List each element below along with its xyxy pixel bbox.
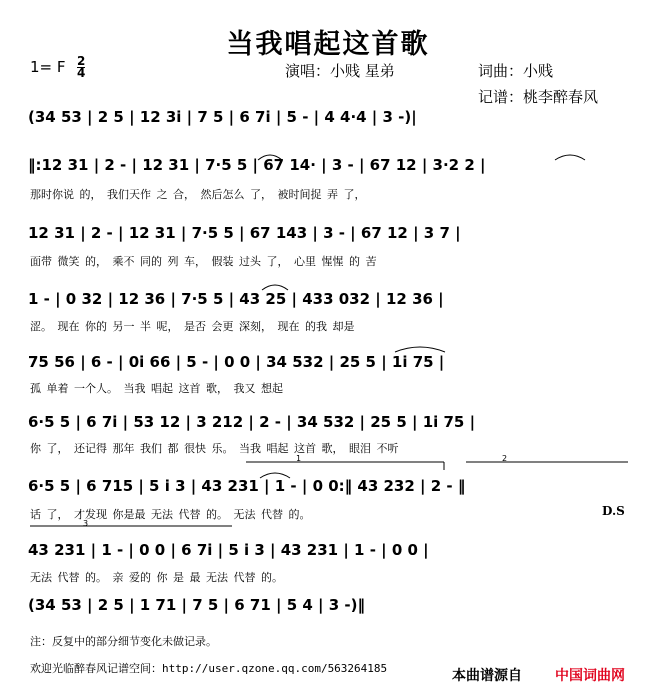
slur-row-5 bbox=[395, 347, 445, 352]
slur-row-2b bbox=[555, 155, 585, 160]
score-row-3-notes: 12 31 | 2 - | 12 31 | 7·5 5 | 67 143 | 3 - | 67 12 | 3 7 | bbox=[28, 224, 461, 242]
footer-blog-link[interactable]: 欢迎光临醉春风记谱空间：http://user.qzone.qq.com/563264185 bbox=[30, 662, 388, 675]
volta-2-label: 2 bbox=[502, 454, 508, 463]
score-row-7-lyrics: 话 了， 才发现 你是最 无法 代替 的。 无法 代替 的。 bbox=[30, 508, 311, 521]
score-row-7-notes: 6·5 5 | 6 715 | 5 i 3 | 43 231 | 1 - | 0 0:‖ 43 232 | 2 - ‖ bbox=[28, 477, 466, 495]
key-signature: 1= F bbox=[30, 58, 66, 76]
singer-credit: 演唱：小贱 星弟 bbox=[285, 62, 395, 80]
volta-3-label: 3 bbox=[83, 519, 89, 528]
footnote: 注：反复中的部分细节变化未做记录。 bbox=[30, 635, 217, 648]
ds-mark: D.S bbox=[602, 504, 625, 518]
score-row-8-lyrics: 无法 代替 的。 亲 爱的 你 是 最 无法 代替 的。 bbox=[30, 571, 283, 584]
score-row-5-lyrics: 孤 单着 一个人。 当我 唱起 这首 歌， 我又 想起 bbox=[30, 382, 283, 395]
volta-1-label: 1 bbox=[296, 454, 302, 463]
score-row-1-notes: (34 53 | 2 5 | 12 3i | 7 5 | 6 7i | 5 - | 4 4·4 | 3 -)| bbox=[28, 108, 417, 126]
score-row-6-notes: 6·5 5 | 6 7i | 53 12 | 3 212 | 2 - | 34 532 | 25 5 | 1i 75 | bbox=[28, 413, 476, 431]
song-title: 当我唱起这首歌 bbox=[226, 29, 430, 60]
transcriber-credit: 记谱：桃李醉春风 bbox=[478, 88, 599, 106]
time-sig-bottom: 4 bbox=[77, 66, 86, 80]
score-row-2-lyrics: 那时你说 的， 我们天作 之 合， 然后怎么 了， 被时间捉 弄 了， bbox=[30, 188, 366, 201]
score-row-4-lyrics: 涩。 现在 你的 另一 半 呢， 是否 会更 深刻， 现在 的我 却是 bbox=[30, 320, 355, 333]
score-row-4-notes: 1 - | 0 32 | 12 36 | 7·5 5 | 43 25 | 433 032 | 12 36 | bbox=[28, 290, 444, 308]
score-row-5-notes: 75 56 | 6 - | 0i 66 | 5 - | 0 0 | 34 532 | 25 5 | 1i 75 | bbox=[28, 353, 445, 371]
footer-source-label: 本曲谱源自 bbox=[452, 668, 522, 684]
score-row-8-notes: 43 231 | 1 - | 0 0 | 6 7i | 5 i 3 | 43 231 | 1 - | 0 0 | bbox=[28, 541, 429, 559]
score-row-6-lyrics: 你 了， 还记得 那年 我们 都 很快 乐。 当我 唱起 这首 歌， 眼泪 不听 bbox=[30, 442, 399, 455]
score-row-3-lyrics: 面带 微笑 的， 乘不 同的 列 车， 假装 过头 了， 心里 惺惺 的 苦 bbox=[30, 255, 377, 268]
slur-row-2 bbox=[258, 155, 282, 160]
composer-credit: 词曲：小贱 bbox=[478, 62, 554, 80]
time-sig-top: 2 bbox=[77, 54, 86, 68]
slur-row-4 bbox=[262, 285, 288, 290]
slur-row-7 bbox=[260, 473, 290, 478]
score-row-9-notes: (34 53 | 2 5 | 1 71 | 7 5 | 6 71 | 5 4 | 3 -)‖ bbox=[28, 596, 365, 614]
footer-site-logo[interactable]: 中国词曲网 bbox=[555, 668, 625, 684]
score-row-2-notes: ‖:12 31 | 2 - | 12 31 | 7·5 5 | 67 14· | 3 - | 67 12 | 3·2 2 | bbox=[28, 156, 486, 174]
